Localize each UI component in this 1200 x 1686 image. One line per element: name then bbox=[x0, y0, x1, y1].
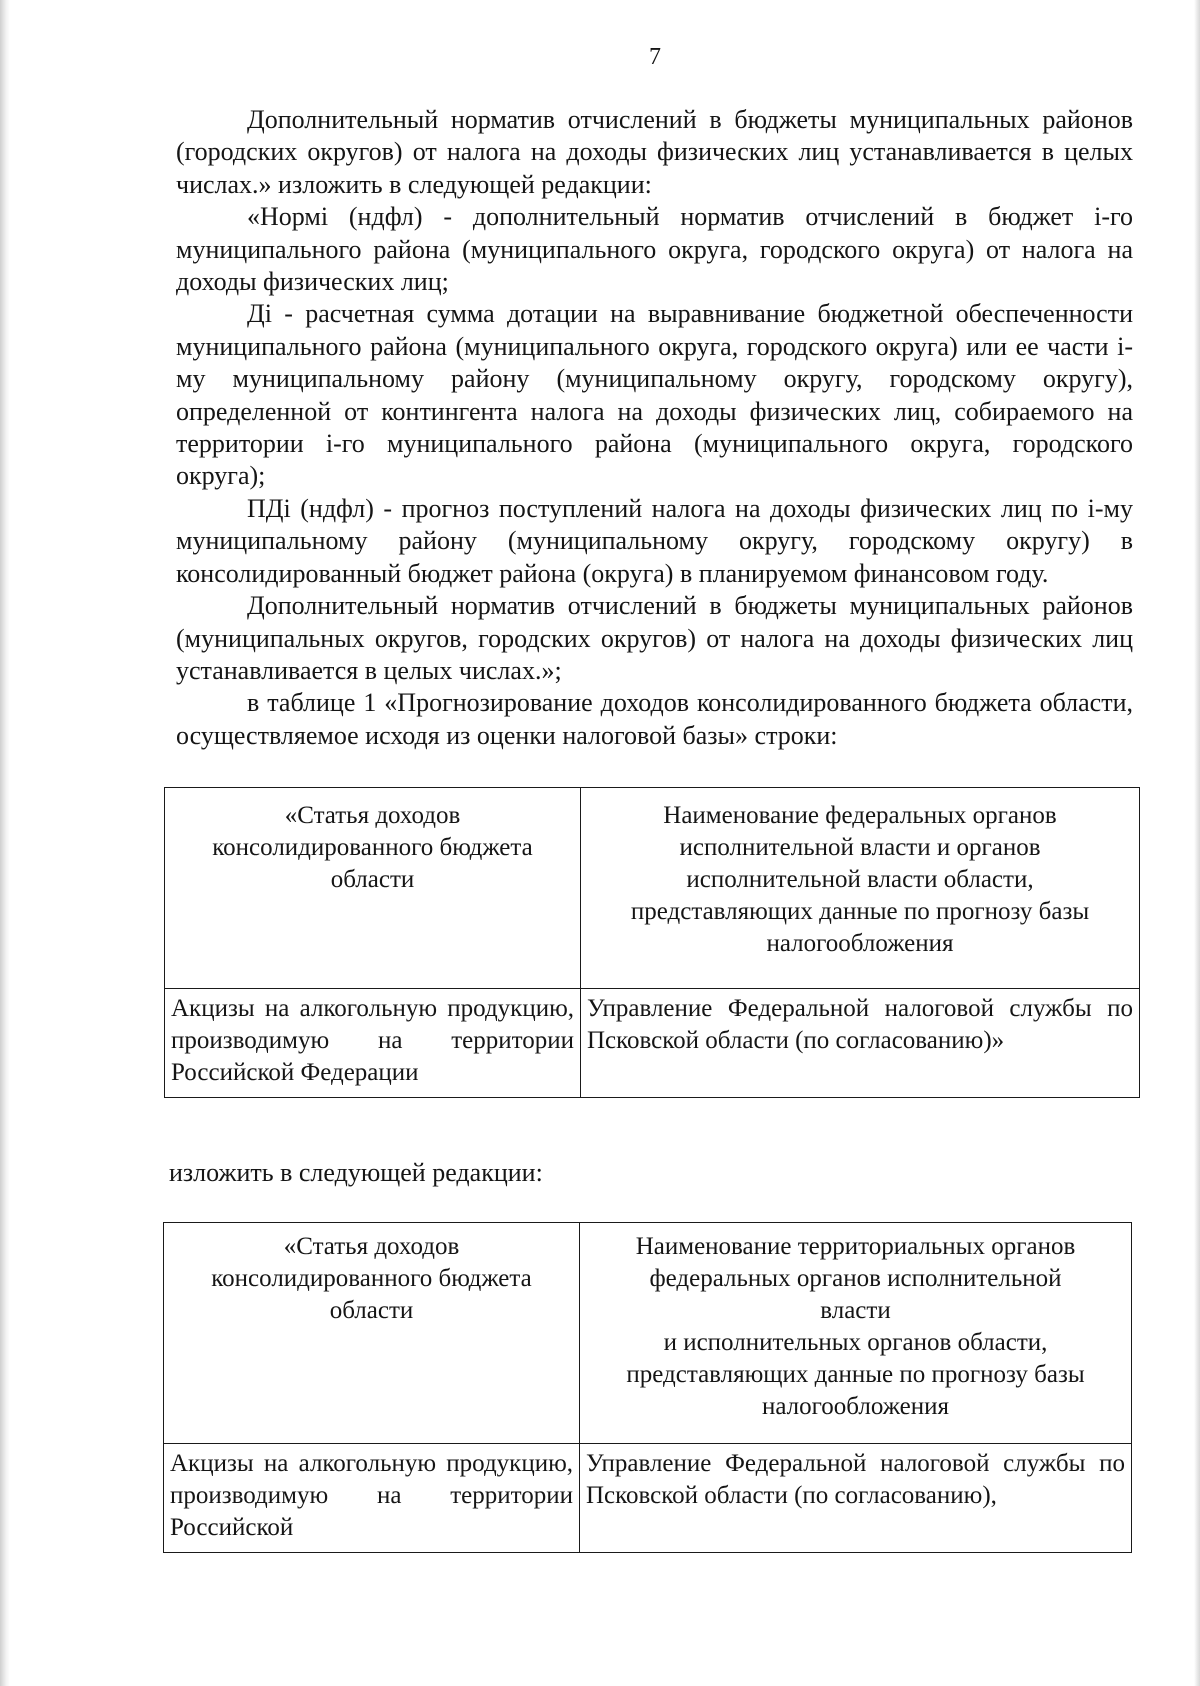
paragraph-3: Дi - расчетная сумма дотации на выравнивание бюджетной обеспеченности муниципального района (муниципального округа, городского округа) или ее части i-му муниципальному району (муниципальному округу, городскому округу), определенной от контингента налога на доходы физических лиц, собираемого на территории i-го муниципального района (муниципального округа, городского округа); bbox=[176, 299, 1133, 491]
header-line: области bbox=[330, 866, 415, 893]
cell-revenue-article: Акцизы на алкогольную продукцию, производимую на территории Российской bbox=[164, 1444, 580, 1553]
between-text: изложить в следующей редакции: bbox=[169, 1158, 543, 1187]
header-line: исполнительной власти области, bbox=[686, 866, 1034, 893]
scan-edge-left bbox=[0, 0, 10, 1686]
table-header-row bbox=[165, 788, 1140, 989]
header-line: «Статья доходов bbox=[284, 802, 461, 829]
header-line: консолидированного бюджета bbox=[211, 1265, 532, 1292]
cell-authority: Управление Федеральной налоговой службы по Псковской области (по согласованию), bbox=[580, 1444, 1132, 1553]
header-line: Наименование федеральных органов bbox=[663, 802, 1057, 829]
page-number: 7 bbox=[649, 44, 661, 70]
header-line: налогообложения bbox=[761, 1393, 950, 1420]
paragraph-6: в таблице 1 «Прогнозирование доходов консолидированного бюджета области, осуществляемое исходя из оценки налоговой базы» строки: bbox=[176, 688, 1133, 750]
table-amended bbox=[163, 1222, 1132, 1553]
table-header-row bbox=[164, 1223, 1132, 1444]
table-row bbox=[164, 1444, 1132, 1553]
header-line: представляющих данные по прогнозу базы bbox=[626, 1361, 1085, 1388]
header-cell-revenue-article bbox=[164, 1223, 580, 1444]
header-line: исполнительной власти и органов bbox=[679, 834, 1041, 861]
header-line: области bbox=[329, 1297, 414, 1324]
header-line: власти bbox=[820, 1297, 891, 1324]
header-line: Наименование территориальных органов bbox=[635, 1233, 1076, 1260]
cell-authority: Управление Федеральной налоговой службы по Псковской области (по согласованию)» bbox=[581, 989, 1140, 1098]
paragraph-5: Дополнительный норматив отчислений в бюджеты муниципальных районов (муниципальных округов, городских округов) от налога на доходы физических лиц устанавливается в целых числах.»; bbox=[176, 591, 1133, 685]
scan-edge-right bbox=[1194, 0, 1200, 1686]
header-line: налогообложения bbox=[766, 930, 954, 957]
header-line: федеральных органов исполнительной bbox=[649, 1265, 1062, 1292]
header-line: представляющих данные по прогнозу базы bbox=[630, 898, 1090, 925]
header-line: консолидированного бюджета bbox=[212, 834, 533, 861]
body-text bbox=[176, 104, 1133, 752]
paragraph-2: «Нормi (ндфл) - дополнительный норматив отчислений в бюджет i-го муниципального района (муниципального округа, городского округа) от налога на доходы физических лиц; bbox=[176, 202, 1133, 297]
header-cell-revenue-article bbox=[165, 788, 581, 989]
header-line: и исполнительных органов области, bbox=[663, 1329, 1048, 1356]
header-line: «Статья доходов bbox=[283, 1233, 460, 1260]
header-cell-authorities bbox=[581, 788, 1140, 989]
paragraph-1: Дополнительный норматив отчислений в бюджеты муниципальных районов (городских округов) от налога на доходы физических лиц устанавливается в целых числах.» изложить в следующей редакции: bbox=[176, 105, 1133, 199]
header-cell-authorities bbox=[580, 1223, 1132, 1444]
cell-revenue-article: Акцизы на алкогольную продукцию, производимую на территории Российской Федерации bbox=[165, 989, 581, 1098]
table-original bbox=[164, 787, 1140, 1098]
table-row bbox=[165, 989, 1140, 1098]
paragraph-4: ПДi (ндфл) - прогноз поступлений налога на доходы физических лиц по i-му муниципальному району (муниципальному округу, городскому округу) в консолидированный бюджет района (округа) в планируемом финансовом году. bbox=[176, 493, 1133, 588]
